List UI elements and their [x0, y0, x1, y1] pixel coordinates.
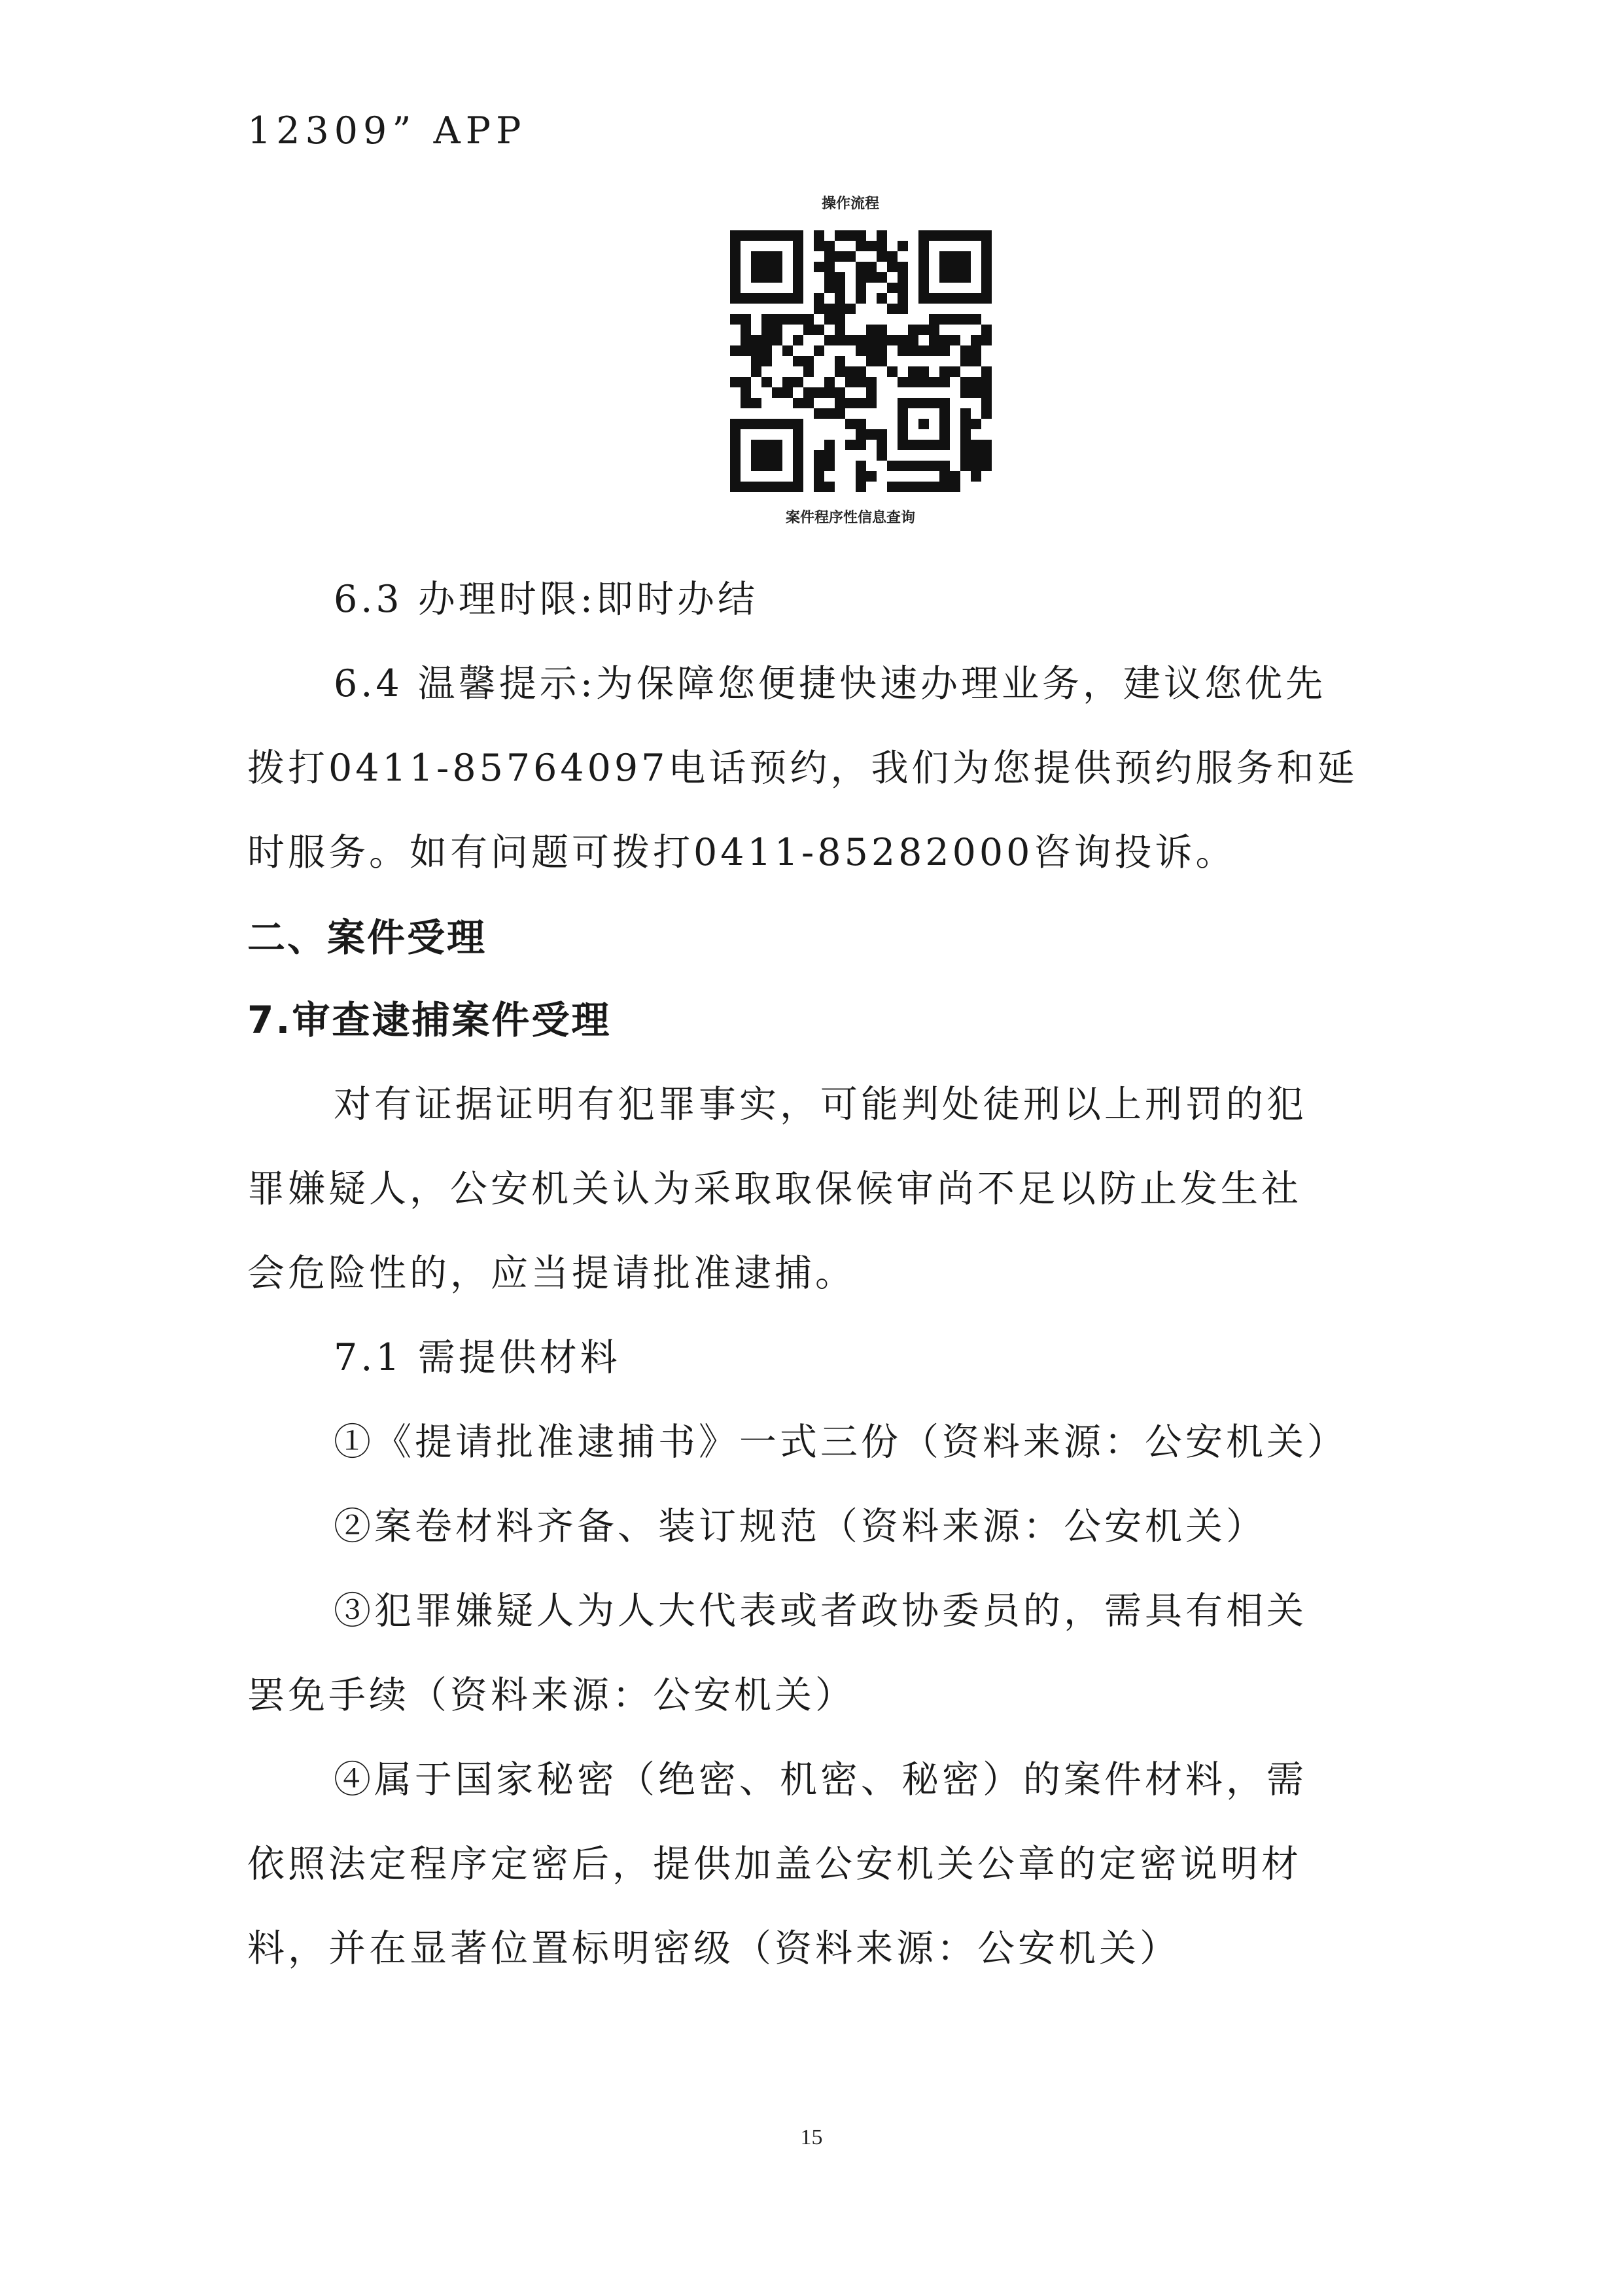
paragraph-line-2: 罪嫌疑人，公安机关认为采取取保候审尚不足以防止发生社	[247, 1167, 1302, 1210]
material-item-3-line-1: ③犯罪嫌疑人为人大代表或者政协委员的，需具有相关	[334, 1589, 1307, 1633]
section-heading: 二、案件受理	[247, 915, 487, 960]
material-item-2: ②案卷材料齐备、装订规范（资料来源：公安机关）	[334, 1505, 1266, 1548]
paragraph-line-1: 对有证据证明有犯罪事实，可能判处徒刑以上刑罚的犯	[334, 1083, 1307, 1126]
page-number: 15	[800, 2125, 823, 2149]
material-item-3-line-2: 罢免手续（资料来源：公安机关）	[247, 1674, 856, 1717]
processing-time-line: 6.3 办理时限:即时办结	[334, 578, 758, 621]
qr-title: 操作流程	[821, 196, 879, 212]
materials-heading: 7.1 需提供材料	[334, 1336, 621, 1379]
material-item-4-line-2: 依照法定程序定密后，提供加盖公安机关公章的定密说明材	[247, 1843, 1302, 1886]
tips-line-1: 6.4 温馨提示:为保障您便捷快速办理业务，建议您优先	[334, 662, 1326, 705]
material-item-1: ①《提请批准逮捕书》一式三份（资料来源：公安机关）	[334, 1421, 1348, 1464]
qr-caption: 案件程序性信息查询	[785, 510, 915, 526]
tips-line-2: 拨打0411-85764097电话预约，我们为您提供预约服务和延	[247, 747, 1358, 790]
paragraph-line-3: 会危险性的，应当提请批准逮捕。	[247, 1252, 856, 1295]
qr-block	[680, 183, 1021, 537]
qr-code-image	[730, 230, 992, 492]
material-item-4-line-1: ④属于国家秘密（绝密、机密、秘密）的案件材料，需	[334, 1758, 1307, 1801]
tips-line-3: 时服务。如有问题可拨打0411-85282000咨询投诉。	[247, 831, 1236, 874]
material-item-4-line-3: 料，并在显著位置标明密级（资料来源：公安机关）	[247, 1927, 1180, 1970]
header-fragment: 12309” APP	[247, 109, 527, 152]
item-heading: 7.审查逮捕案件受理	[247, 998, 612, 1042]
